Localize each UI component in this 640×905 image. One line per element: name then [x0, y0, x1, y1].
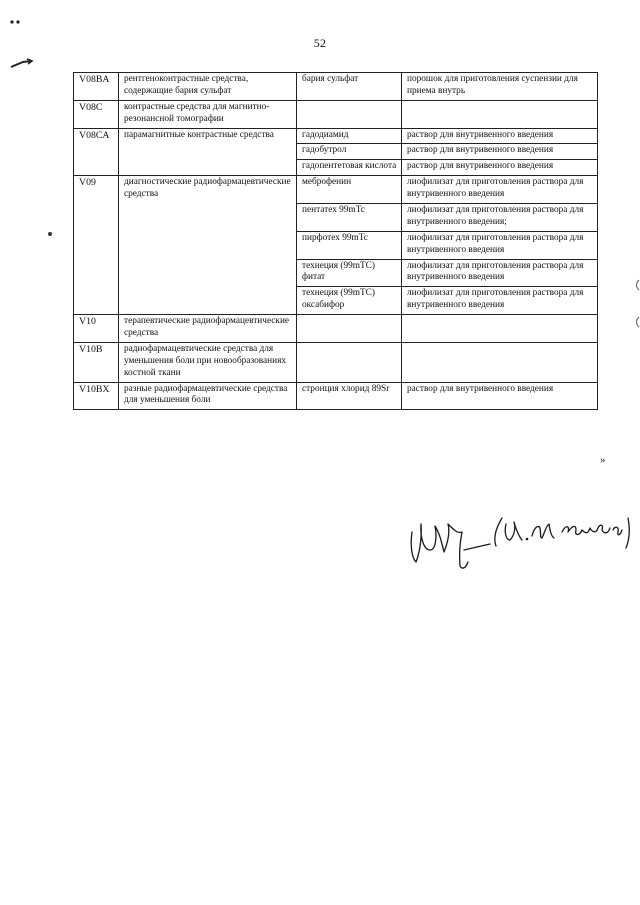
atc-code-cell: V08BA [74, 73, 119, 101]
dosage-form-cell: раствор для внутривенного введения [402, 144, 598, 160]
dosage-form-cell: раствор для внутривенного введения [402, 160, 598, 176]
drug-name-cell: гадобутрол [297, 144, 402, 160]
dosage-form-cell: порошок для приготовления суспензии для приема внутрь [402, 73, 598, 101]
drug-name-cell: пентатех 99mTc [297, 204, 402, 232]
atc-code-cell: V08C [74, 100, 119, 128]
anatomical-group-cell: рентгеноконтрастные средства, содержащие бария сульфат [119, 73, 297, 101]
dosage-form-cell: лиофилизат для приготовления раствора для внутривенного введения [402, 176, 598, 204]
dosage-form-cell: раствор для внутривенного введения [402, 382, 598, 410]
atc-code-cell: V09 [74, 176, 119, 315]
anatomical-group-cell: радиофармацевтические средства для уменьшения боли при новообразованиях костной ткани [119, 342, 297, 382]
table-row [74, 73, 598, 101]
table-row [74, 100, 598, 128]
anatomical-group-cell: терапевтические радиофармацевтические средства [119, 315, 297, 343]
atc-code-cell: V10BX [74, 382, 119, 410]
scan-arrow-mark [9, 58, 35, 70]
dosage-form-cell: лиофилизат для приготовления раствора для внутривенного введения [402, 259, 598, 287]
dosage-form-cell: лиофилизат для приготовления раствора для внутривенного введения [402, 287, 598, 315]
drug-name-cell: пирфотех 99mTc [297, 231, 402, 259]
dosage-form-cell: лиофилизат для приготовления раствора для внутривенного введения; [402, 204, 598, 232]
anatomical-group-cell: контрастные средства для магнитно-резонансной томографии [119, 100, 297, 128]
dosage-form-cell [402, 342, 598, 382]
anatomical-group-cell: диагностические радиофармацевтические средства [119, 176, 297, 315]
medication-table [73, 72, 598, 410]
atc-code-cell: V10 [74, 315, 119, 343]
dosage-form-cell: раствор для внутривенного введения [402, 128, 598, 144]
dosage-form-cell [402, 100, 598, 128]
scan-edge-mark [633, 279, 640, 291]
table-row [74, 315, 598, 343]
drug-name-cell: бария сульфат [297, 73, 402, 101]
anatomical-group-cell: разные радиофармацевтические средства для уменьшения боли [119, 382, 297, 410]
dosage-form-cell [402, 315, 598, 343]
page-number: 52 [313, 36, 327, 50]
drug-name-cell: меброфенин [297, 176, 402, 204]
scan-mark [9, 19, 23, 25]
drug-name-cell [297, 100, 402, 128]
drug-name-cell: гадопентетовая кислота [297, 160, 402, 176]
medication-table-body [74, 73, 598, 410]
drug-name-cell [297, 315, 402, 343]
table-row [74, 176, 598, 204]
scan-edge-mark [633, 316, 640, 328]
drug-name-cell: технеция (99mTC) фитат [297, 259, 402, 287]
anatomical-group-cell: парамагнитные контрастные средства [119, 128, 297, 176]
handwritten-signature [404, 488, 636, 578]
atc-code-cell: V08CA [74, 128, 119, 176]
table-row [74, 128, 598, 144]
drug-name-cell: стронция хлорид 89Sr [297, 382, 402, 410]
scan-dot [48, 232, 52, 236]
closing-quote: » [600, 454, 606, 466]
drug-name-cell: технеция (99mTC) оксабифор [297, 287, 402, 315]
drug-name-cell: гадодиамид [297, 128, 402, 144]
table-row [74, 342, 598, 382]
atc-code-cell: V10B [74, 342, 119, 382]
dosage-form-cell: лиофилизат для приготовления раствора для внутривенного введения [402, 231, 598, 259]
signature-drawing [404, 488, 636, 578]
table-row [74, 382, 598, 410]
drug-name-cell [297, 342, 402, 382]
